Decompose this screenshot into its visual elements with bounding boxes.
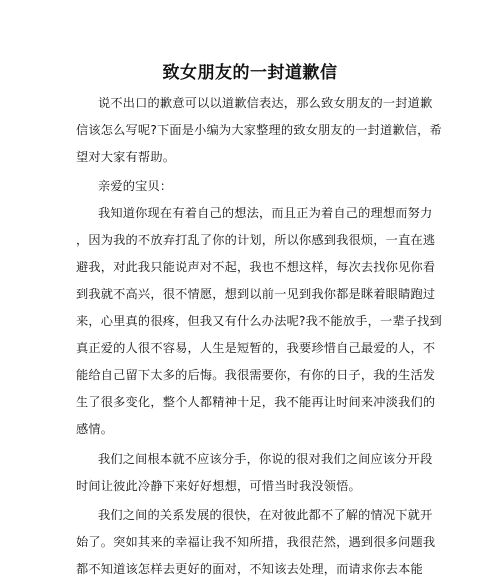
document-title: 致女朋友的一封道歉信	[162, 63, 338, 83]
paragraph-line: 来，心里真的很疼，但我又有什么办法呢?我不能放手，一辈子找到	[76, 314, 442, 328]
paragraph-line: 始了。突如其来的幸福让我不知所措，我很茫然，遇到很多问题我	[76, 535, 436, 549]
paragraph-line: 我们之间的关系发展的很快，在对彼此都不了解的情况下就开	[98, 508, 433, 522]
paragraph-line: 真正爱的人很不容易，人生是短暂的，我要珍惜自己最爱的人，不	[76, 341, 436, 355]
salutation: 亲爱的宝贝：	[98, 179, 173, 193]
paragraph-line: 能给自己留下太多的后悔。我很需要你，有你的日子，我的生活发	[76, 368, 436, 382]
paragraph-line: 说不出口的歉意可以以道歉信表达，那么致女朋友的一封道歉	[98, 96, 433, 110]
paragraph-line: 望对大家有帮助。	[76, 150, 176, 164]
paragraph-line: ，因为我的不放弃打乱了你的计划，所以你感到我很烦，一直在逃	[76, 233, 436, 247]
paragraph-line: 到我就不高兴，很不情愿，想到以前一见到我你都是眯着眼睛跑过	[76, 287, 436, 301]
paragraph-line: 避我，对此我只能说声对不起，我也不想这样，每次去找你见你看	[76, 260, 436, 274]
paragraph-line: 信该怎么写呢?下面是小编为大家整理的致女朋友的一封道歉信，希	[76, 123, 442, 137]
paragraph-line: 感情。	[76, 422, 114, 436]
paragraph-line: 生了很多变化，整个人都精神十足，我不能再让时间来冲淡我们的	[76, 395, 436, 409]
paragraph-line: 时间让彼此冷静下来好好想想，可惜当时我没领悟。	[76, 479, 361, 493]
paragraph-line: 都不知道该怎样去更好的面对，不知该去处理，而请求你去本能	[76, 562, 423, 576]
paragraph-line: 我知道你现在有着自己的想法，而且正为着自己的理想而努力	[98, 206, 433, 220]
paragraph-line: 我们之间根本就不应该分手，你说的很对我们之间应该分开段	[98, 452, 433, 466]
